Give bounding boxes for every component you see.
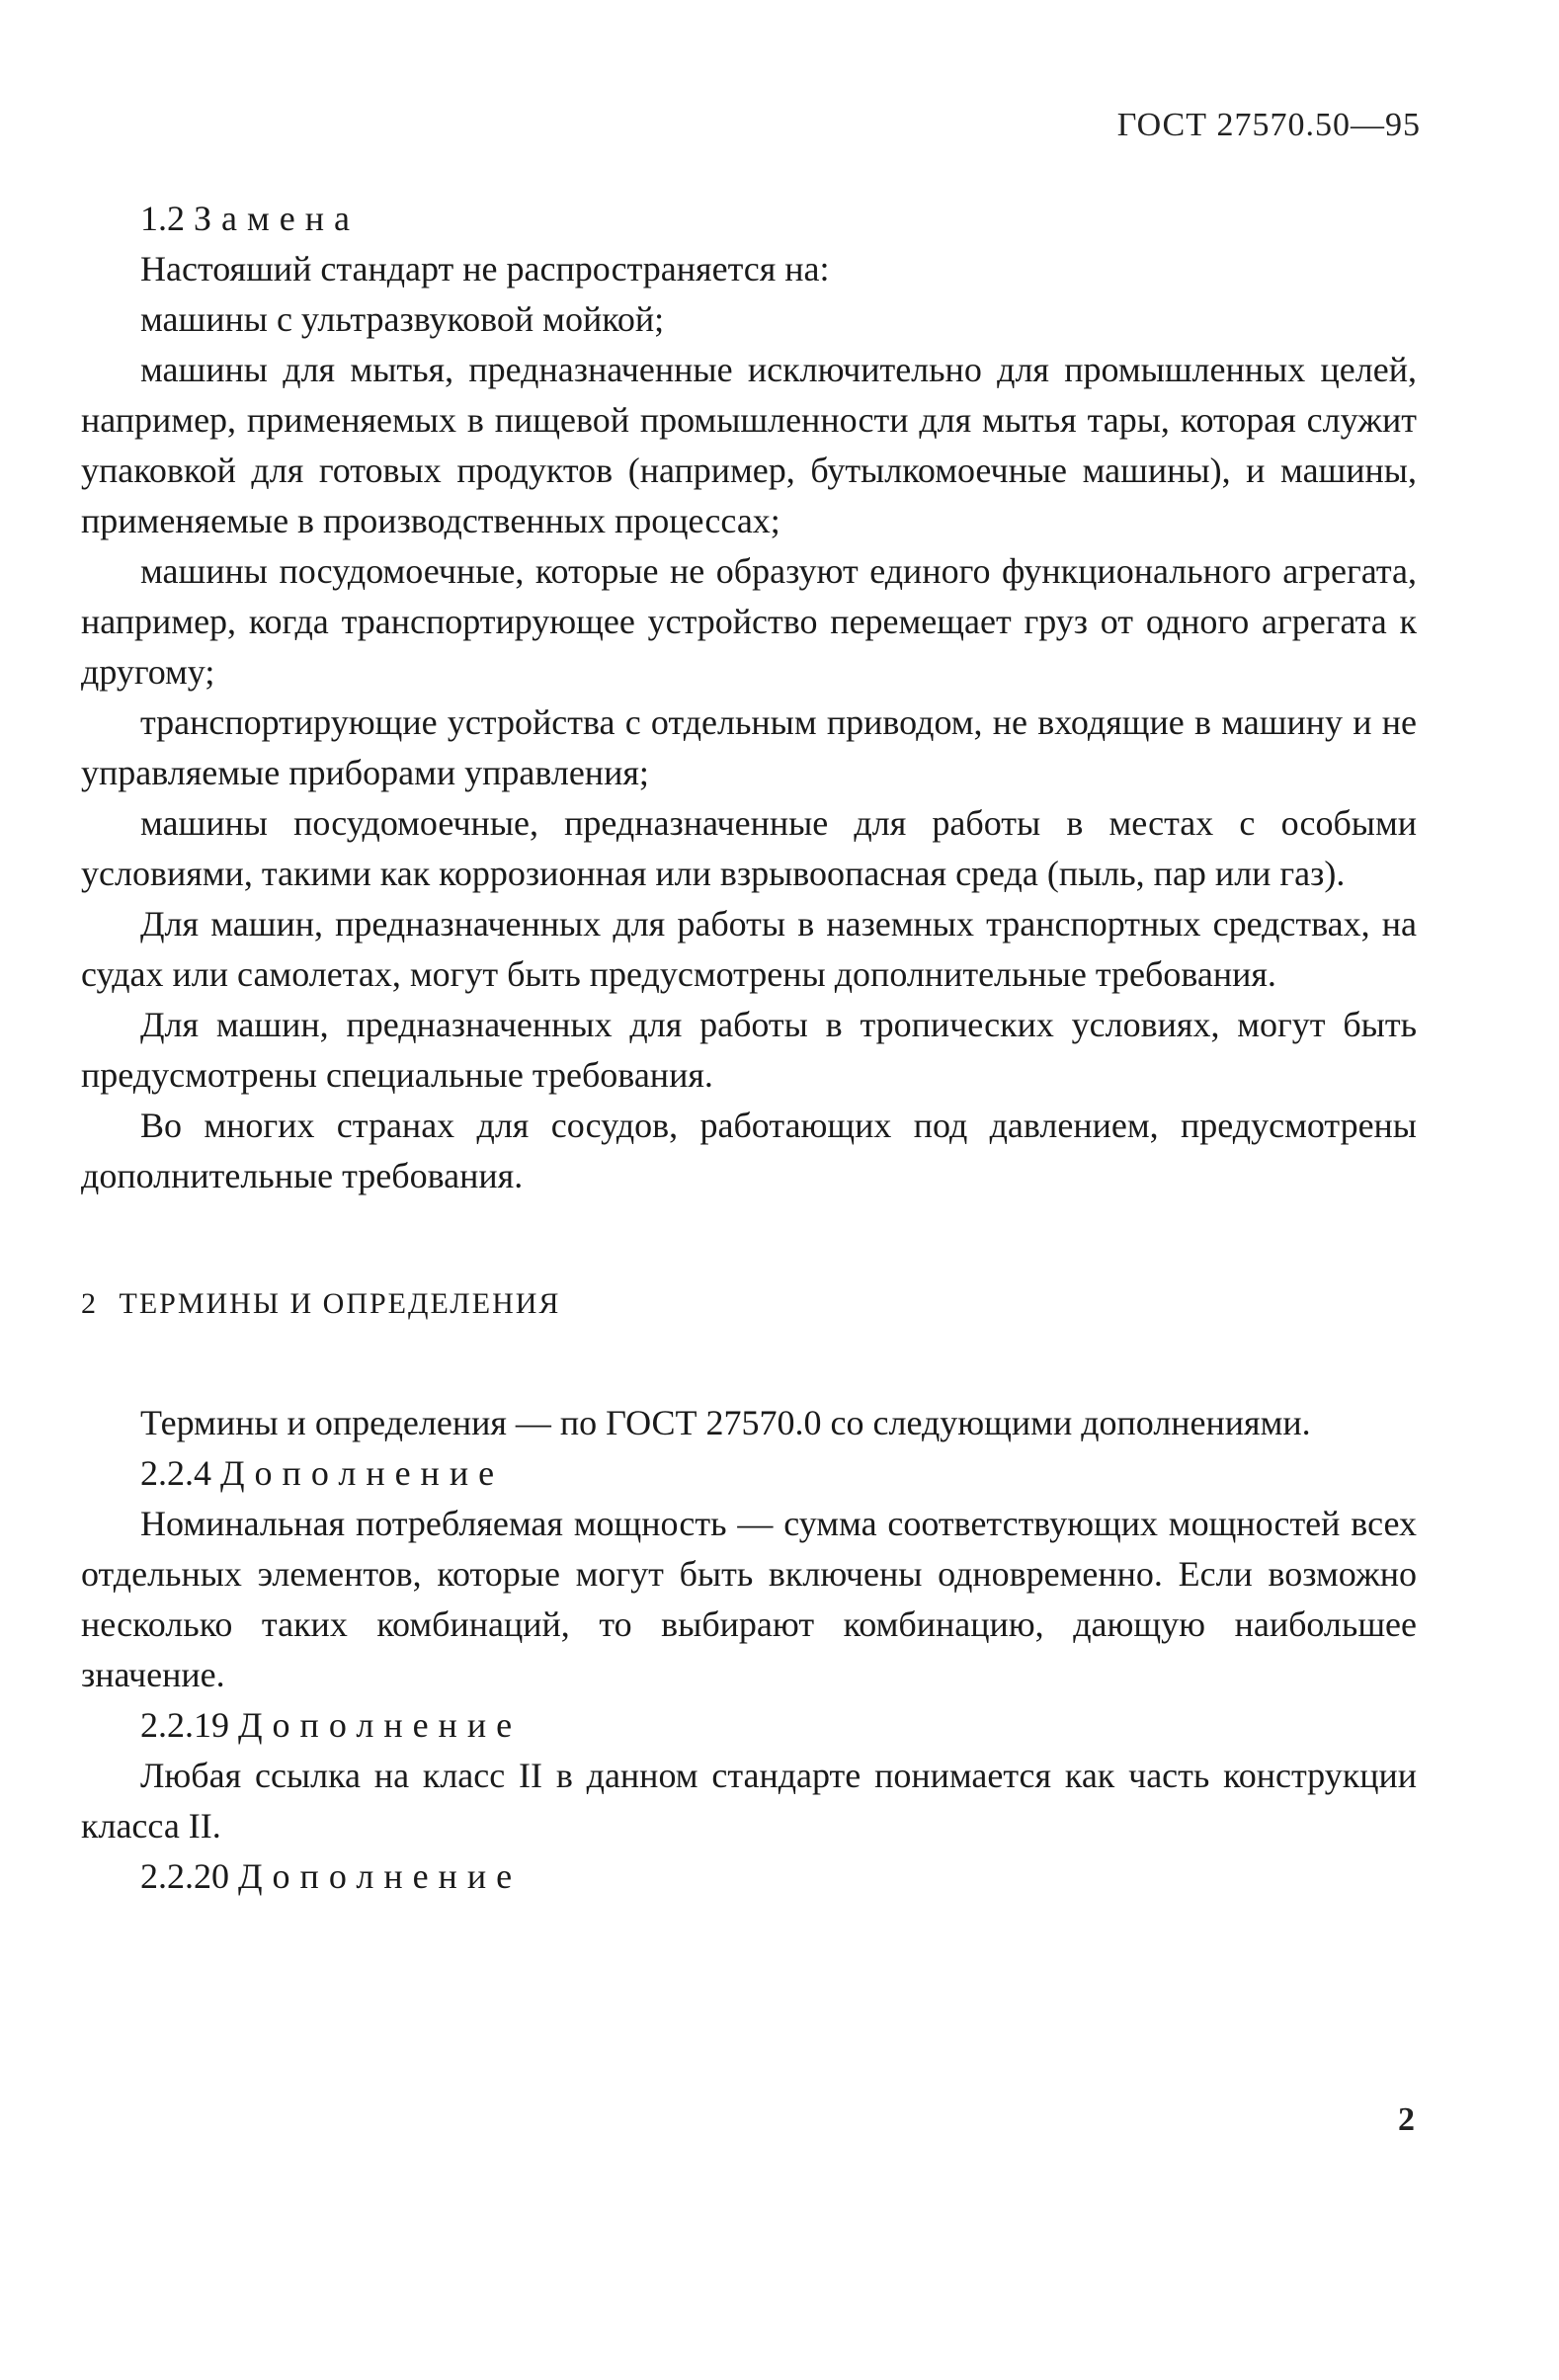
- section-heading-2: [81, 1278, 1417, 1329]
- section-number: 2: [81, 1287, 98, 1320]
- page-number: 2: [1398, 2101, 1415, 2138]
- page-content: [81, 194, 1417, 1902]
- item-label: Дополнение: [238, 1705, 523, 1745]
- item-number: 2.2.20: [140, 1856, 229, 1896]
- page-header-standard: ГОСТ 27570.50—95: [1116, 107, 1421, 143]
- item-heading-2-2-19: [81, 1700, 1417, 1751]
- paragraph: Настояший стандарт не распространяется на:: [140, 249, 830, 288]
- subsection-title: Замена: [194, 199, 361, 238]
- paragraph: машины посудомоечные, которые не образуют единого функционального агрегата, например, когда транспортирующее устройство перемещает груз от одного агрегата к другому;: [81, 551, 1417, 692]
- paragraph: Во многих странах для сосудов, работающих под давлением, предусмотрены дополнительные требования.: [81, 1106, 1417, 1195]
- item-label: Дополнение: [238, 1856, 523, 1896]
- paragraph: Для машин, предназначенных для работы в тропических условиях, могут быть предусмотрены специальные требования.: [81, 1005, 1417, 1095]
- section-title: ТЕРМИНЫ И ОПРЕДЕЛЕНИЯ: [119, 1287, 561, 1320]
- item-label: Дополнение: [220, 1453, 505, 1493]
- paragraph: Для машин, предназначенных для работы в наземных транспортных средствах, на судах или самолетах, могут быть предусмотрены дополнительные требования.: [81, 904, 1417, 994]
- subsection-heading-1-2: [81, 194, 1417, 244]
- paragraph: транспортирующие устройства с отдельным приводом, не входящие в машину и не управляемые приборами управления;: [81, 702, 1417, 792]
- item-heading-2-2-20: [81, 1851, 1417, 1902]
- item-number: 2.2.19: [140, 1705, 229, 1745]
- item-text: Любая ссылка на класс II в данном стандарте понимается как часть конструкции класса II.: [81, 1756, 1417, 1846]
- paragraph: машины с ультразвуковой мойкой;: [140, 299, 665, 339]
- item-heading-2-2-4: [81, 1448, 1417, 1499]
- paragraph: машины посудомоечные, предназначенные для работы в местах с особыми условиями, такими как коррозионная или взрывоопасная среда (пыль, пар или газ).: [81, 803, 1417, 893]
- item-number: 2.2.4: [140, 1453, 211, 1493]
- section-intro: Термины и определения — по ГОСТ 27570.0 со следующими дополнениями.: [140, 1403, 1311, 1442]
- item-text: Номинальная потребляемая мощность — сумма соответствующих мощностей всех отдельных элементов, которые могут быть включены одновременно. Если возможно несколько таких комбинаций, то выбирают комбинацию, дающую наибольшее значение.: [81, 1504, 1417, 1694]
- paragraph: машины для мытья, предназначенные исключительно для промышленных целей, например, применяемых в пищевой промышленности для мытья тары, которая служит упаковкой для готовых продуктов (например, бутылкомоечные машины), и машины, применяемые в производственных процессах;: [81, 350, 1417, 540]
- subsection-number: 1.2: [140, 199, 185, 238]
